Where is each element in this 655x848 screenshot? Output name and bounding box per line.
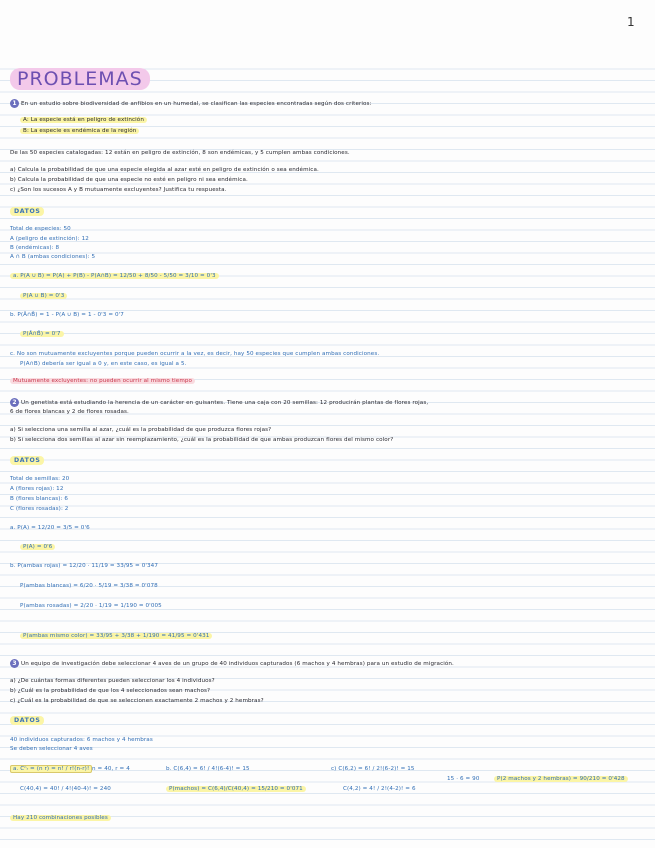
p2-number-badge: 2 <box>10 398 19 407</box>
p3-answer-c-c42: C(4,2) = 4! / 2!(4-2)! = 6 <box>343 786 416 792</box>
p3-statement-text: Un equipo de investigación debe seleccionar 4 aves de un grupo de 40 individuos capturados (6 machos y 4 hembras) para un estudio de migración. <box>21 661 454 667</box>
page-title: PROBLEMAS <box>10 68 150 90</box>
p3-answer-a-values: n = 40, r = 4 <box>92 766 130 772</box>
p1-datos-item: A (peligro de extinción): 12 <box>10 236 89 242</box>
p1-answer-c-line-2: P(A∩B) debería ser igual a 0 y, en este caso, es igual a 5. <box>20 361 187 367</box>
p1-statement-text: En un estudio sobre biodiversidad de anfibios en un humedal, se clasifican las especies encontradas según dos criterios: <box>21 101 372 107</box>
p3-question-a: a) ¿De cuántas formas diferentes pueden seleccionar los 4 individuos? <box>10 678 215 684</box>
p1-data-sentence: De las 50 especies catalogadas: 12 están en peligro de extinción, 8 son endémicas, y 5 cumplen ambas condiciones. <box>10 150 350 156</box>
p2-answer-a-result: P(A) = 0'6 <box>20 544 55 550</box>
p3-question-c: c) ¿Cuál es la probabilidad de que se seleccionen exactamente 2 machos y 2 hembras? <box>10 698 264 704</box>
p3-number-badge: 3 <box>10 659 19 668</box>
p1-datos-item: B (endémicas): 8 <box>10 245 60 251</box>
p1-question-a: a) Calcula la probabilidad de que una especie elegida al azar esté en peligro de extinción o sea endémica. <box>10 167 319 173</box>
p2-datos-item: B (flores blancas): 6 <box>10 496 69 502</box>
p2-datos-label: DATOS <box>10 456 44 465</box>
p3-answer-c-c62: c) C(6,2) = 6! / 2!(6-2)! = 15 <box>331 766 415 772</box>
p1-criterion-b: B: La especie es endémica de la región <box>20 128 139 134</box>
p2-datos-item: C (flores rosadas): 2 <box>10 506 69 512</box>
p3-question-b: b) ¿Cuál es la probabilidad de que los 4 seleccionados sean machos? <box>10 688 211 694</box>
p1-note-excluyentes: Mutuamente excluyentes: no pueden ocurrir al mismo tiempo <box>10 378 195 384</box>
p1-question-b: b) Calcula la probabilidad de que una especie no esté en peligro ni sea endémica. <box>10 177 248 183</box>
p2-answer-b-blancas: P(ambas blancas) = 6/20 · 5/19 = 3/38 = 0'078 <box>20 583 158 589</box>
p1-number-badge: 1 <box>10 99 19 108</box>
p2-statement-text: Un genetista está estudiando la herencia de un carácter en guisantes. Tiene una caja con 20 semillas: 12 producirán plantas de flores rojas, <box>21 400 429 406</box>
top-margin <box>0 0 655 58</box>
p3-answer-a-formula: a. Cⁿᵣ = (n r) = n! / r!(n-r)! <box>10 765 92 773</box>
p3-answer-a-calc: C(40,4) = 40! / 4!(40-4)! = 240 <box>20 786 111 792</box>
p3-datos-item: 40 individuos capturados: 6 machos y 4 hembras <box>10 737 153 743</box>
p3-statement <box>10 659 454 668</box>
p2-statement-line-2: 6 de flores blancas y 2 de flores rosadas. <box>10 409 129 415</box>
p1-answer-b-formula: b. P(Ā∩B̄) = 1 - P(A ∪ B) = 1 - 0'3 = 0'7 <box>10 312 124 318</box>
p3-final-note: Hay 210 combinaciones posibles <box>10 815 111 821</box>
p3-datos-label: DATOS <box>10 716 44 725</box>
p1-answer-a-result: P(A ∪ B) = 0'3 <box>20 293 67 299</box>
p2-answer-b-result: P(ambas mismo color) = 33/95 + 3/38 + 1/190 = 41/95 = 0'431 <box>20 633 212 639</box>
p1-datos-label: DATOS <box>10 207 44 216</box>
p1-answer-a-formula: a. P(A ∪ B) = P(A) + P(B) - P(A∩B) = 12/50 + 8/50 - 5/50 = 3/10 = 0'3 <box>10 273 219 279</box>
p2-answer-b-rojas: b. P(ambas rojas) = 12/20 · 11/19 = 33/95 = 0'347 <box>10 563 158 569</box>
p1-datos-item: A ∩ B (ambas condiciones): 5 <box>10 254 96 260</box>
p3-answer-b-prob: P(machos) = C(6,4)/C(40,4) = 15/210 = 0'071 <box>166 786 306 792</box>
p1-datos-item: Total de especies: 50 <box>10 226 71 232</box>
page-number: 1 <box>627 15 635 29</box>
p1-statement <box>10 99 372 108</box>
p3-answer-c-product: 15 · 6 = 90 <box>447 776 480 782</box>
p2-answer-a-formula: a. P(A) = 12/20 = 3/5 = 0'6 <box>10 525 90 531</box>
p3-answer-b-formula: b. C(6,4) = 6! / 4!(6-4)! = 15 <box>166 766 250 772</box>
p2-datos-item: Total de semillas: 20 <box>10 476 70 482</box>
p1-answer-b-result: P(Ā∩B̄) = 0'7 <box>20 331 64 337</box>
p2-question-a: a) Si selecciona una semilla al azar, ¿cuál es la probabilidad de que produzca flores rojas? <box>10 427 272 433</box>
p3-datos-item: Se deben seleccionar 4 aves <box>10 746 93 752</box>
p2-question-b: b) Si selecciona dos semillas al azar sin reemplazamiento, ¿cuál es la probabilidad de que ambas produzcan flores del mismo color? <box>10 437 394 443</box>
p1-question-c: c) ¿Son los sucesos A y B mutuamente excluyentes? Justifica tu respuesta. <box>10 187 227 193</box>
p2-statement-line-1 <box>10 398 428 407</box>
p2-datos-item: A (flores rojas): 12 <box>10 486 64 492</box>
p1-criterion-a: A: La especie está en peligro de extinción <box>20 117 147 123</box>
p3-answer-c-prob: P(2 machos y 2 hembras) = 90/210 = 0'428 <box>494 776 628 782</box>
p2-answer-b-rosadas: P(ambas rosadas) = 2/20 · 1/19 = 1/190 = 0'005 <box>20 603 162 609</box>
p1-answer-c-line-1: c. No son mutuamente excluyentes porque pueden ocurrir a la vez, es decir, hay 50 especies que cumplen ambas condiciones. <box>10 351 380 357</box>
